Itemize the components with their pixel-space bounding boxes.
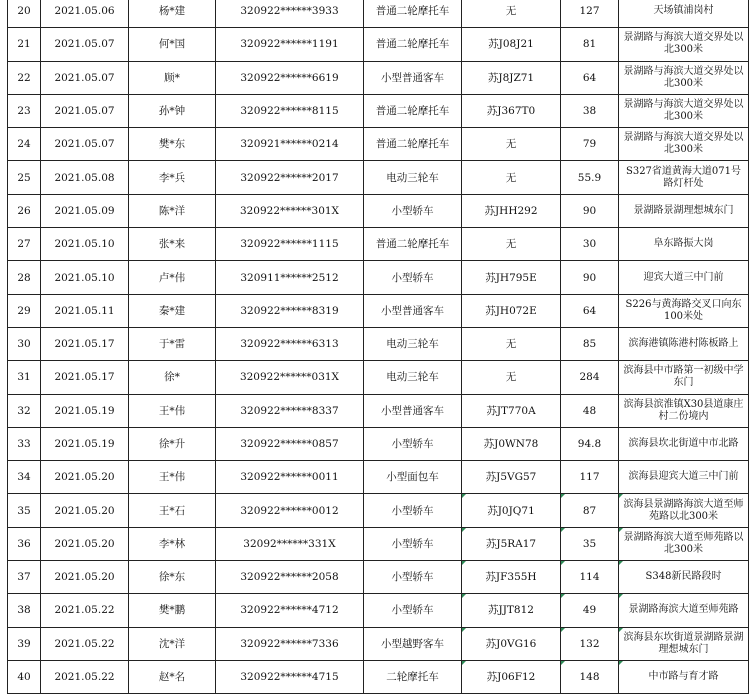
date-cell: 2021.05.08: [41, 161, 129, 194]
speed-cell: 148: [561, 660, 619, 693]
plate-number-cell: 苏J08J21: [462, 28, 561, 61]
name-cell: 樊*东: [129, 128, 216, 161]
date-cell: 2021.05.20: [41, 561, 129, 594]
name-cell: 杨*建: [129, 0, 216, 28]
plate-number-cell: 苏J8JZ71: [462, 61, 561, 94]
plate-number-cell: 苏J0WN78: [462, 427, 561, 460]
violation-table: [7, 0, 749, 694]
id-number-cell: 320922******7336: [216, 627, 364, 660]
name-cell: 李*林: [129, 527, 216, 560]
location-cell: 滨海县迎宾大道三中门前: [619, 461, 749, 494]
table-row: [8, 161, 749, 194]
vehicle-type-cell: 小型轿车: [364, 194, 462, 227]
id-number-cell: 320922******8115: [216, 94, 364, 127]
speed-cell: 48: [561, 394, 619, 427]
row-number-cell: 34: [8, 461, 41, 494]
row-number-cell: 20: [8, 0, 41, 28]
speed-cell: 38: [561, 94, 619, 127]
plate-number-cell: 苏J5RA17: [462, 527, 561, 560]
speed-cell: 94.8: [561, 427, 619, 460]
location-cell: 迎宾大道三中门前: [619, 261, 749, 294]
row-number-cell: 39: [8, 627, 41, 660]
id-number-cell: 320922******031X: [216, 361, 364, 394]
table-row: [8, 494, 749, 527]
date-cell: 2021.05.20: [41, 461, 129, 494]
speed-cell: 114: [561, 561, 619, 594]
date-cell: 2021.05.10: [41, 228, 129, 261]
table-row: [8, 427, 749, 460]
id-number-cell: 32092******331X: [216, 527, 364, 560]
table-row: [8, 461, 749, 494]
table-row: [8, 261, 749, 294]
id-number-cell: 320922******4715: [216, 660, 364, 693]
table-row: [8, 594, 749, 627]
speed-cell: 117: [561, 461, 619, 494]
id-number-cell: 320922******8319: [216, 294, 364, 327]
row-number-cell: 29: [8, 294, 41, 327]
name-cell: 樊*鹏: [129, 594, 216, 627]
row-number-cell: 30: [8, 327, 41, 360]
vehicle-type-cell: 小型普通客车: [364, 294, 462, 327]
plate-number-cell: 苏J5VG57: [462, 461, 561, 494]
vehicle-type-cell: 小型轿车: [364, 261, 462, 294]
date-cell: 2021.05.10: [41, 261, 129, 294]
location-cell: S327省道黄海大道071号路灯杆处: [619, 161, 749, 194]
date-cell: 2021.05.09: [41, 194, 129, 227]
vehicle-type-cell: 普通二轮摩托车: [364, 228, 462, 261]
id-number-cell: 320911******2512: [216, 261, 364, 294]
row-number-cell: 38: [8, 594, 41, 627]
date-cell: 2021.05.22: [41, 627, 129, 660]
row-number-cell: 21: [8, 28, 41, 61]
id-number-cell: 320922******8337: [216, 394, 364, 427]
speed-cell: 79: [561, 128, 619, 161]
speed-cell: 87: [561, 494, 619, 527]
row-number-cell: 31: [8, 361, 41, 394]
table-row: [8, 561, 749, 594]
row-number-cell: 23: [8, 94, 41, 127]
location-cell: 天场镇浦岗村: [619, 0, 749, 28]
table-row: [8, 0, 749, 28]
name-cell: 陈*洋: [129, 194, 216, 227]
location-cell: 滨海港镇陈港村陈板路上: [619, 327, 749, 360]
plate-number-cell: 苏J0JQ71: [462, 494, 561, 527]
name-cell: 李*兵: [129, 161, 216, 194]
id-number-cell: 320922******301X: [216, 194, 364, 227]
name-cell: 徐*东: [129, 561, 216, 594]
name-cell: 王*石: [129, 494, 216, 527]
table-row: [8, 194, 749, 227]
table-row: [8, 28, 749, 61]
location-cell: 景湖路与海滨大道交界处以北300米: [619, 128, 749, 161]
plate-number-cell: 苏JH795E: [462, 261, 561, 294]
vehicle-type-cell: 电动三轮车: [364, 361, 462, 394]
row-number-cell: 37: [8, 561, 41, 594]
date-cell: 2021.05.20: [41, 494, 129, 527]
id-number-cell: 320922******6313: [216, 327, 364, 360]
name-cell: 徐*升: [129, 427, 216, 460]
date-cell: 2021.05.06: [41, 0, 129, 28]
table-row: [8, 327, 749, 360]
speed-cell: 90: [561, 261, 619, 294]
speed-cell: 30: [561, 228, 619, 261]
date-cell: 2021.05.22: [41, 660, 129, 693]
speed-cell: 284: [561, 361, 619, 394]
row-number-cell: 33: [8, 427, 41, 460]
location-cell: 滨海县景湖路海滨大道至师苑路以北300米: [619, 494, 749, 527]
date-cell: 2021.05.07: [41, 128, 129, 161]
vehicle-type-cell: 小型轿车: [364, 494, 462, 527]
plate-number-cell: 苏JT770A: [462, 394, 561, 427]
row-number-cell: 36: [8, 527, 41, 560]
table-row: [8, 61, 749, 94]
name-cell: 顾*: [129, 61, 216, 94]
plate-number-cell: 无: [462, 128, 561, 161]
id-number-cell: 320922******0857: [216, 427, 364, 460]
speed-cell: 49: [561, 594, 619, 627]
speed-cell: 127: [561, 0, 619, 28]
row-number-cell: 25: [8, 161, 41, 194]
date-cell: 2021.05.22: [41, 594, 129, 627]
vehicle-type-cell: 小型面包车: [364, 461, 462, 494]
row-number-cell: 24: [8, 128, 41, 161]
row-number-cell: 28: [8, 261, 41, 294]
location-cell: 滨海县坎北街道中市北路: [619, 427, 749, 460]
vehicle-type-cell: 二轮摩托车: [364, 660, 462, 693]
vehicle-type-cell: 小型普通客车: [364, 61, 462, 94]
location-cell: 景湖路与海滨大道交界处以北300米: [619, 94, 749, 127]
plate-number-cell: 苏JH072E: [462, 294, 561, 327]
name-cell: 徐*: [129, 361, 216, 394]
id-number-cell: 320922******0012: [216, 494, 364, 527]
plate-number-cell: 无: [462, 361, 561, 394]
table-row: [8, 660, 749, 693]
id-number-cell: 320922******1191: [216, 28, 364, 61]
name-cell: 张*来: [129, 228, 216, 261]
plate-number-cell: 无: [462, 0, 561, 28]
plate-number-cell: 无: [462, 228, 561, 261]
row-number-cell: 27: [8, 228, 41, 261]
plate-number-cell: 苏JJT812: [462, 594, 561, 627]
id-number-cell: 320922******0011: [216, 461, 364, 494]
speed-cell: 64: [561, 61, 619, 94]
table-row: [8, 228, 749, 261]
plate-number-cell: 苏J06F12: [462, 660, 561, 693]
location-cell: 景湖路与海滨大道交界处以北300米: [619, 61, 749, 94]
date-cell: 2021.05.19: [41, 394, 129, 427]
vehicle-type-cell: 小型越野客车: [364, 627, 462, 660]
name-cell: 孙*钟: [129, 94, 216, 127]
id-number-cell: 320922******1115: [216, 228, 364, 261]
date-cell: 2021.05.07: [41, 61, 129, 94]
date-cell: 2021.05.11: [41, 294, 129, 327]
row-number-cell: 32: [8, 394, 41, 427]
date-cell: 2021.05.19: [41, 427, 129, 460]
name-cell: 王*伟: [129, 461, 216, 494]
name-cell: 赵*名: [129, 660, 216, 693]
location-cell: 景湖路与海滨大道交界处以北300米: [619, 28, 749, 61]
date-cell: 2021.05.07: [41, 28, 129, 61]
table-row: [8, 128, 749, 161]
row-number-cell: 35: [8, 494, 41, 527]
speed-cell: 90: [561, 194, 619, 227]
plate-number-cell: 苏JHH292: [462, 194, 561, 227]
id-number-cell: 320922******6619: [216, 61, 364, 94]
vehicle-type-cell: 普通二轮摩托车: [364, 94, 462, 127]
table-row: [8, 94, 749, 127]
table-row: [8, 527, 749, 560]
plate-number-cell: 苏JF355H: [462, 561, 561, 594]
speed-cell: 132: [561, 627, 619, 660]
table-row: [8, 294, 749, 327]
date-cell: 2021.05.17: [41, 361, 129, 394]
table-row: [8, 361, 749, 394]
id-number-cell: 320921******0214: [216, 128, 364, 161]
id-number-cell: 320922******2017: [216, 161, 364, 194]
row-number-cell: 40: [8, 660, 41, 693]
location-cell: 滨海县滨淮镇X30县道康庄村二份境内: [619, 394, 749, 427]
vehicle-type-cell: 小型轿车: [364, 561, 462, 594]
name-cell: 王*伟: [129, 394, 216, 427]
date-cell: 2021.05.07: [41, 94, 129, 127]
speed-cell: 85: [561, 327, 619, 360]
location-cell: 滨海县中市路第一初级中学东门: [619, 361, 749, 394]
location-cell: 滨海县东坎街道景湖路景湖理想城东门: [619, 627, 749, 660]
id-number-cell: 320922******4712: [216, 594, 364, 627]
location-cell: S348新民路段时: [619, 561, 749, 594]
table-row: [8, 394, 749, 427]
date-cell: 2021.05.20: [41, 527, 129, 560]
name-cell: 秦*建: [129, 294, 216, 327]
vehicle-type-cell: 小型轿车: [364, 594, 462, 627]
location-cell: 景湖路景湖理想城东门: [619, 194, 749, 227]
plate-number-cell: 苏J0VG16: [462, 627, 561, 660]
plate-number-cell: 无: [462, 327, 561, 360]
location-cell: 阜东路振大岗: [619, 228, 749, 261]
speed-cell: 55.9: [561, 161, 619, 194]
table-row: [8, 627, 749, 660]
location-cell: 中市路与育才路: [619, 660, 749, 693]
location-cell: 景湖路海滨大道至师苑路以北300米: [619, 527, 749, 560]
speed-cell: 81: [561, 28, 619, 61]
vehicle-type-cell: 小型轿车: [364, 527, 462, 560]
speed-cell: 64: [561, 294, 619, 327]
plate-number-cell: 苏J367T0: [462, 94, 561, 127]
name-cell: 何*国: [129, 28, 216, 61]
id-number-cell: 320922******3933: [216, 0, 364, 28]
location-cell: S226与黄海路交叉口向东100米处: [619, 294, 749, 327]
vehicle-type-cell: 普通二轮摩托车: [364, 0, 462, 28]
vehicle-type-cell: 小型轿车: [364, 427, 462, 460]
speed-cell: 35: [561, 527, 619, 560]
plate-number-cell: 无: [462, 161, 561, 194]
location-cell: 景湖路海滨大道至师苑路: [619, 594, 749, 627]
date-cell: 2021.05.17: [41, 327, 129, 360]
vehicle-type-cell: 电动三轮车: [364, 327, 462, 360]
vehicle-type-cell: 电动三轮车: [364, 161, 462, 194]
row-number-cell: 26: [8, 194, 41, 227]
vehicle-type-cell: 普通二轮摩托车: [364, 28, 462, 61]
name-cell: 卢*伟: [129, 261, 216, 294]
vehicle-type-cell: 小型普通客车: [364, 394, 462, 427]
table-body: [8, 0, 749, 694]
id-number-cell: 320922******2058: [216, 561, 364, 594]
vehicle-type-cell: 普通二轮摩托车: [364, 128, 462, 161]
name-cell: 沈*洋: [129, 627, 216, 660]
row-number-cell: 22: [8, 61, 41, 94]
name-cell: 于*雷: [129, 327, 216, 360]
